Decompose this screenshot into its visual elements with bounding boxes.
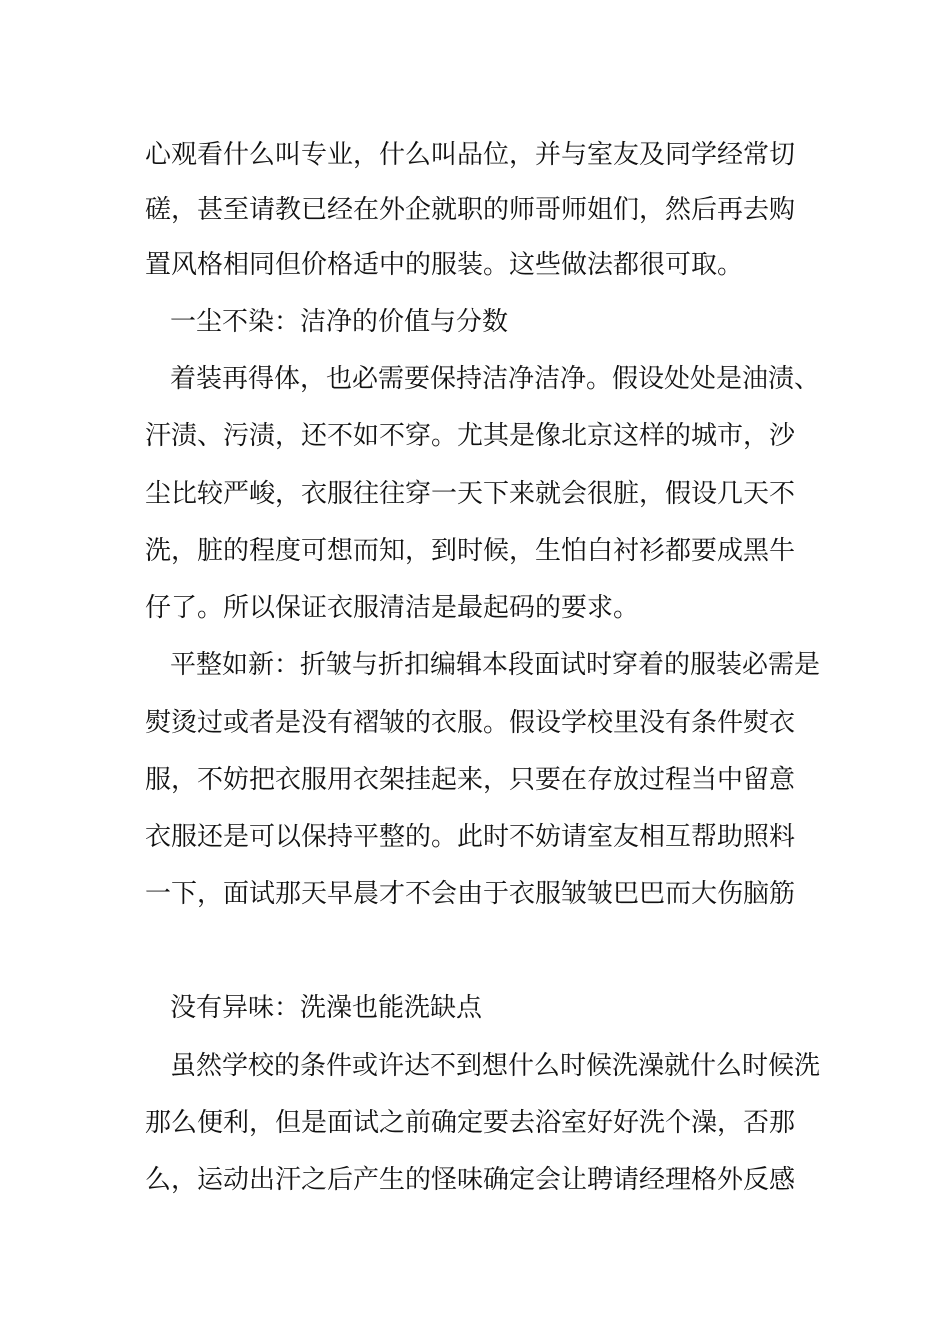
text-line: 着装再得体，也必需要保持洁净洁净。假设处处是油渍、 — [170, 364, 821, 394]
text-line: 汗渍、污渍，还不如不穿。尤其是像北京这样的城市，沙 — [145, 421, 796, 451]
text-line: 尘比较严峻，衣服往往穿一天下来就会很脏，假设几天不 — [145, 479, 796, 509]
text-line: 磋，甚至请教已经在外企就职的师哥师姐们，然后再去购 — [145, 195, 796, 225]
section-heading: 平整如新：折皱与折扣编辑本段面试时穿着的服装必需是 — [170, 650, 821, 680]
section-heading: 没有异味：洗澡也能洗缺点 — [170, 993, 483, 1023]
text-line: 仔了。所以保证衣服清洁是最起码的要求。 — [145, 593, 640, 623]
text-line: 那么便利，但是面试之前确定要去浴室好好洗个澡，否那 — [145, 1108, 796, 1138]
text-line: 一下，面试那天早晨才不会由于衣服皱皱巴巴而大伤脑筋 — [145, 879, 796, 909]
text-line: 衣服还是可以保持平整的。此时不妨请室友相互帮助照料 — [145, 822, 796, 852]
text-line: 熨烫过或者是没有褶皱的衣服。假设学校里没有条件熨衣 — [145, 708, 796, 738]
text-line: 洗，脏的程度可想而知，到时候，生怕白衬衫都要成黑牛 — [145, 536, 796, 566]
text-line: 么，运动出汗之后产生的怪味确定会让聘请经理格外反感 — [145, 1165, 796, 1195]
text-line: 置风格相同但价格适中的服装。这些做法都很可取。 — [145, 250, 744, 280]
text-line: 心观看什么叫专业，什么叫品位，并与室友及同学经常切 — [145, 140, 796, 170]
text-line: 虽然学校的条件或许达不到想什么时候洗澡就什么时候洗 — [170, 1051, 821, 1081]
text-line: 服，不妨把衣服用衣架挂起来，只要在存放过程当中留意 — [145, 765, 796, 795]
section-heading: 一尘不染：洁净的价值与分数 — [170, 307, 509, 337]
